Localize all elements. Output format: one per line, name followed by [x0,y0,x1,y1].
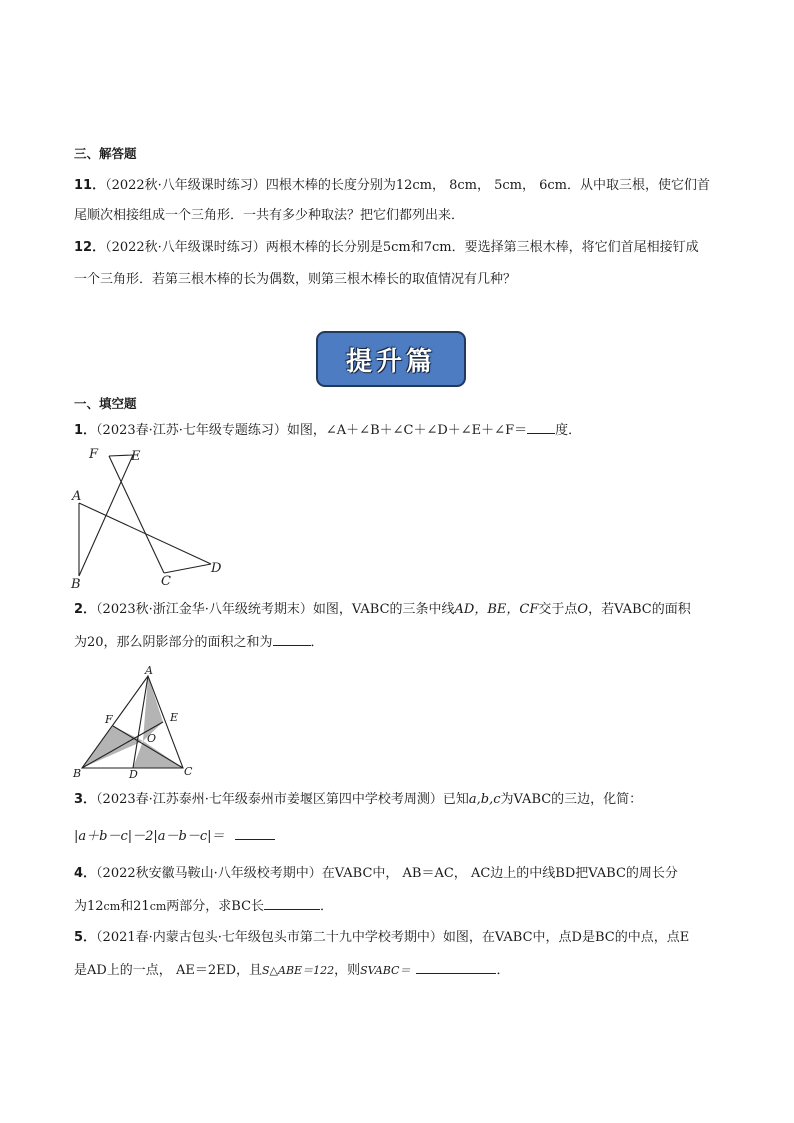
question-text: 为20，那么阴影部分的面积之和为 [74,635,273,650]
question-number: 5． [74,930,97,945]
question-tail: ． [496,963,510,978]
question-text: 是AD上的一点， AE＝2ED，且 [74,963,263,978]
label-d: D [211,561,222,576]
question-text: 如图，∠A＋∠B＋∠C＋∠D＋∠E＋∠F＝ [286,423,528,438]
answer-blank [235,826,275,840]
label-f: F [105,713,113,726]
question-12-line-1 [74,238,699,258]
figure-six-angles [66,444,236,592]
question-text: 四根木棒的长度分别为12cm， 8cm， 5cm， 6cm．从中取三根，使它们首 [265,178,710,193]
label-c: C [161,574,171,589]
question-text: ，若VABC的面积 [588,602,691,617]
segment-ad [79,503,211,564]
question-tail: ． [320,899,334,914]
segment-fc [109,456,164,573]
question-number: 12． [74,240,106,255]
question-number: 3． [74,792,97,807]
question-text: 如图，在VABC中，点D是BC的中点，点E [442,930,690,945]
answer-blank [527,420,555,434]
label-a: A [72,489,82,504]
question-5-line-2 [74,960,510,981]
question-text: 交于点 [538,602,578,617]
section-banner: 提升篇 [316,331,466,387]
question-text: 和21 [120,899,150,914]
question-4-line-2 [74,896,333,917]
question-1 [74,420,581,441]
answer-blank [416,960,496,974]
question-5-line-1 [74,928,689,948]
question-text: 在VABC中， AB＝AC， AC边上的中线BD把VABC的周长分 [321,866,678,881]
question-3-line-1 [74,790,642,810]
question-11-line-2: 尾顺次相接组成一个三角形．一共有多少种取法？把它们都列出来． [74,208,465,223]
label-a: A [145,664,153,677]
unit: cm [103,900,121,913]
shaded-regions [82,676,183,768]
question-number: 1． [74,423,97,438]
label-e: E [170,711,179,724]
question-number: 4． [74,866,97,881]
side-variables: a,b,c [468,792,501,807]
area-abc: SVABC＝ [360,964,411,977]
label-c: C [184,765,193,778]
unit: cm [149,900,167,913]
area-abe: S△ABE＝122 [262,964,335,977]
segment-fe [109,455,133,456]
question-number: 11． [74,178,106,193]
question-source: （2022秋安徽马鞍山·八年级校考期中） [96,866,322,881]
question-source: （2023春·江苏泰州·七年级泰州市姜堰区第四中学校考周测） [96,792,443,807]
label-b: B [71,577,81,592]
question-source: （2022秋·八年级课时练习） [105,178,266,193]
point-o: O [577,602,589,617]
question-source: （2022秋·八年级课时练习） [105,240,266,255]
label-o: O [147,732,157,745]
label-e: E [131,449,141,464]
question-source: （2021春·内蒙古包头·七年级包头市第二十九中学校考期中） [96,930,443,945]
question-text: 两部分，求BC长 [166,899,265,914]
section-heading-fill-in: 一、填空题 [74,396,137,411]
question-text: ，则 [334,963,361,978]
question-text: 两根木棒的长分别是5cm和7cm．要选择第三根木棒，将它们首尾相接钉成 [265,240,699,255]
figure-triangle-medians [70,664,200,780]
question-12-line-2: 一个三角形．若第三根木棒的长为偶数，则第三根木棒长的取值情况有几种？ [74,272,517,287]
question-text: 为VABC的三边，化简： [500,792,643,807]
label-f: F [89,447,99,462]
answer-blank [264,896,320,910]
section-heading-answers: 三、解答题 [74,146,137,161]
question-tail: ． [310,635,324,650]
expression: |a＋b－c|－2|a－b－c|＝ [74,829,225,844]
question-11-line-1 [74,176,710,196]
question-source: （2023春·江苏·七年级专题练习） [96,423,287,438]
median-names: AD，BE，CF [454,602,539,617]
question-text: 已知 [442,792,469,807]
question-3-line-2 [74,826,275,847]
question-source: （2023秋·浙江金华·八年级统考期末） [96,602,313,617]
question-text: 如图，VABC的三条中线 [312,602,455,617]
question-number: 2． [74,602,97,617]
question-2-line-1 [74,600,691,620]
question-text: 为12 [74,899,104,914]
question-2-line-2 [74,632,324,653]
segment-cd [164,564,211,573]
label-d: D [129,768,138,780]
answer-blank [273,632,311,646]
question-tail: 度． [555,423,582,438]
label-b: B [73,767,82,780]
question-4-line-1 [74,864,678,884]
